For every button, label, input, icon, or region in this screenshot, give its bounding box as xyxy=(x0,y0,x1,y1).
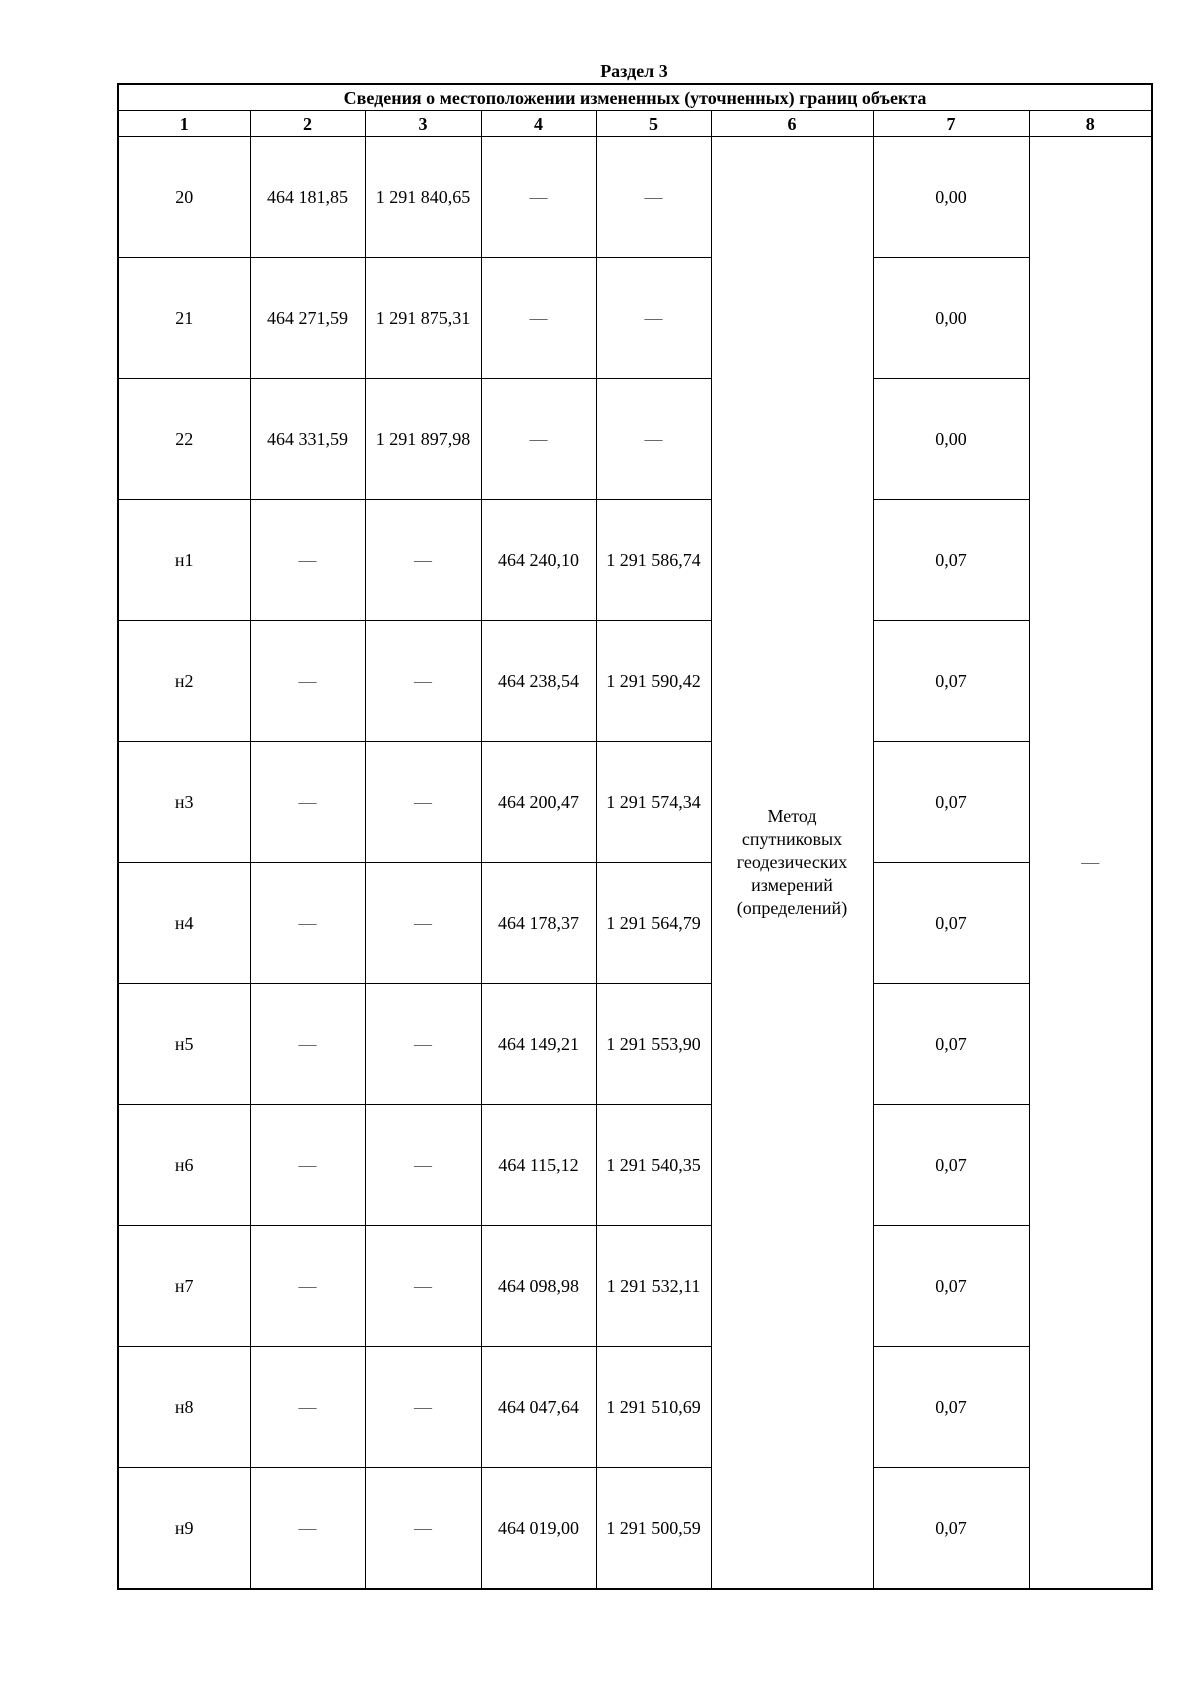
cell-x-new: 464 238,54 xyxy=(481,621,596,742)
column-8-cell: — xyxy=(1029,137,1152,1590)
cell-x-old: — xyxy=(250,984,365,1105)
cell-x-new: — xyxy=(481,137,596,258)
column-number-header: 5 xyxy=(596,111,711,137)
cell-y-new: 1 291 510,69 xyxy=(596,1347,711,1468)
cell-x-old: — xyxy=(250,1468,365,1590)
column-number-header: 6 xyxy=(711,111,873,137)
table-header xyxy=(118,84,1152,137)
cell-y-new: 1 291 574,34 xyxy=(596,742,711,863)
cell-point: н9 xyxy=(118,1468,250,1590)
cell-accuracy: 0,07 xyxy=(873,863,1029,984)
cell-y-new: 1 291 564,79 xyxy=(596,863,711,984)
cell-x-old: — xyxy=(250,863,365,984)
cell-accuracy: 0,07 xyxy=(873,984,1029,1105)
table-row xyxy=(118,1347,1152,1468)
cell-accuracy: 0,07 xyxy=(873,742,1029,863)
boundary-coordinates-table xyxy=(117,83,1153,1590)
cell-x-new: 464 098,98 xyxy=(481,1226,596,1347)
table-title: Сведения о местоположении измененных (уточненных) границ объекта xyxy=(118,84,1152,111)
cell-x-old: 464 331,59 xyxy=(250,379,365,500)
cell-accuracy: 0,00 xyxy=(873,137,1029,258)
cell-x-old: 464 271,59 xyxy=(250,258,365,379)
cell-y-old: 1 291 875,31 xyxy=(365,258,481,379)
column-number-header: 1 xyxy=(118,111,250,137)
cell-y-new: — xyxy=(596,379,711,500)
cell-accuracy: 0,00 xyxy=(873,379,1029,500)
cell-point: н2 xyxy=(118,621,250,742)
cell-accuracy: 0,07 xyxy=(873,1226,1029,1347)
cell-accuracy: 0,07 xyxy=(873,1105,1029,1226)
table-row xyxy=(118,984,1152,1105)
table-row xyxy=(118,137,1152,258)
cell-y-new: — xyxy=(596,258,711,379)
method-text: Метод спутниковых геодезических измерений (определений) xyxy=(736,806,848,918)
cell-accuracy: 0,07 xyxy=(873,500,1029,621)
cell-y-new: 1 291 590,42 xyxy=(596,621,711,742)
table-row xyxy=(118,1105,1152,1226)
column-number-header: 7 xyxy=(873,111,1029,137)
table-row xyxy=(118,379,1152,500)
cell-y-old: — xyxy=(365,1468,481,1590)
cell-point: н7 xyxy=(118,1226,250,1347)
cell-x-old: — xyxy=(250,500,365,621)
column-numbers-row xyxy=(118,111,1152,137)
cell-accuracy: 0,07 xyxy=(873,1468,1029,1590)
cell-accuracy: 0,07 xyxy=(873,621,1029,742)
table-body xyxy=(118,137,1152,1590)
cell-y-old: — xyxy=(365,621,481,742)
cell-point: н1 xyxy=(118,500,250,621)
column-number-header: 2 xyxy=(250,111,365,137)
cell-x-new: — xyxy=(481,379,596,500)
cell-y-old: 1 291 897,98 xyxy=(365,379,481,500)
cell-x-old: — xyxy=(250,742,365,863)
cell-y-new: 1 291 586,74 xyxy=(596,500,711,621)
cell-x-old: — xyxy=(250,1347,365,1468)
cell-y-new: 1 291 553,90 xyxy=(596,984,711,1105)
cell-point: н4 xyxy=(118,863,250,984)
table-row xyxy=(118,500,1152,621)
cell-point: н3 xyxy=(118,742,250,863)
cell-x-old: — xyxy=(250,1226,365,1347)
table-row xyxy=(118,1468,1152,1590)
cell-y-old: — xyxy=(365,1347,481,1468)
table-row xyxy=(118,863,1152,984)
cell-y-old: — xyxy=(365,863,481,984)
cell-accuracy: 0,00 xyxy=(873,258,1029,379)
table-row xyxy=(118,1226,1152,1347)
cell-y-new: — xyxy=(596,137,711,258)
table-title-row xyxy=(118,84,1152,111)
cell-y-old: — xyxy=(365,742,481,863)
section-title: Раздел 3 xyxy=(600,61,668,81)
cell-point: н6 xyxy=(118,1105,250,1226)
table-row xyxy=(118,742,1152,863)
cell-x-new: 464 149,21 xyxy=(481,984,596,1105)
cell-y-old: — xyxy=(365,1105,481,1226)
cell-x-new: 464 115,12 xyxy=(481,1105,596,1226)
cell-x-old: — xyxy=(250,1105,365,1226)
cell-x-new: 464 178,37 xyxy=(481,863,596,984)
column-number-header: 4 xyxy=(481,111,596,137)
cell-point: н5 xyxy=(118,984,250,1105)
cell-point: 20 xyxy=(118,137,250,258)
cell-point: 21 xyxy=(118,258,250,379)
cell-x-new: 464 240,10 xyxy=(481,500,596,621)
column-number-header: 3 xyxy=(365,111,481,137)
cell-accuracy: 0,07 xyxy=(873,1347,1029,1468)
cell-point: 22 xyxy=(118,379,250,500)
cell-point: н8 xyxy=(118,1347,250,1468)
method-cell xyxy=(711,137,873,1590)
cell-x-new: 464 200,47 xyxy=(481,742,596,863)
cell-x-new: 464 047,64 xyxy=(481,1347,596,1468)
cell-y-new: 1 291 532,11 xyxy=(596,1226,711,1347)
column-number-header: 8 xyxy=(1029,111,1152,137)
cell-y-old: 1 291 840,65 xyxy=(365,137,481,258)
cell-x-new: 464 019,00 xyxy=(481,1468,596,1590)
table-row xyxy=(118,258,1152,379)
cell-y-new: 1 291 500,59 xyxy=(596,1468,711,1590)
cell-y-new: 1 291 540,35 xyxy=(596,1105,711,1226)
cell-y-old: — xyxy=(365,500,481,621)
cell-x-old: — xyxy=(250,621,365,742)
cell-y-old: — xyxy=(365,1226,481,1347)
cell-x-old: 464 181,85 xyxy=(250,137,365,258)
cell-y-old: — xyxy=(365,984,481,1105)
table-row xyxy=(118,621,1152,742)
cell-x-new: — xyxy=(481,258,596,379)
